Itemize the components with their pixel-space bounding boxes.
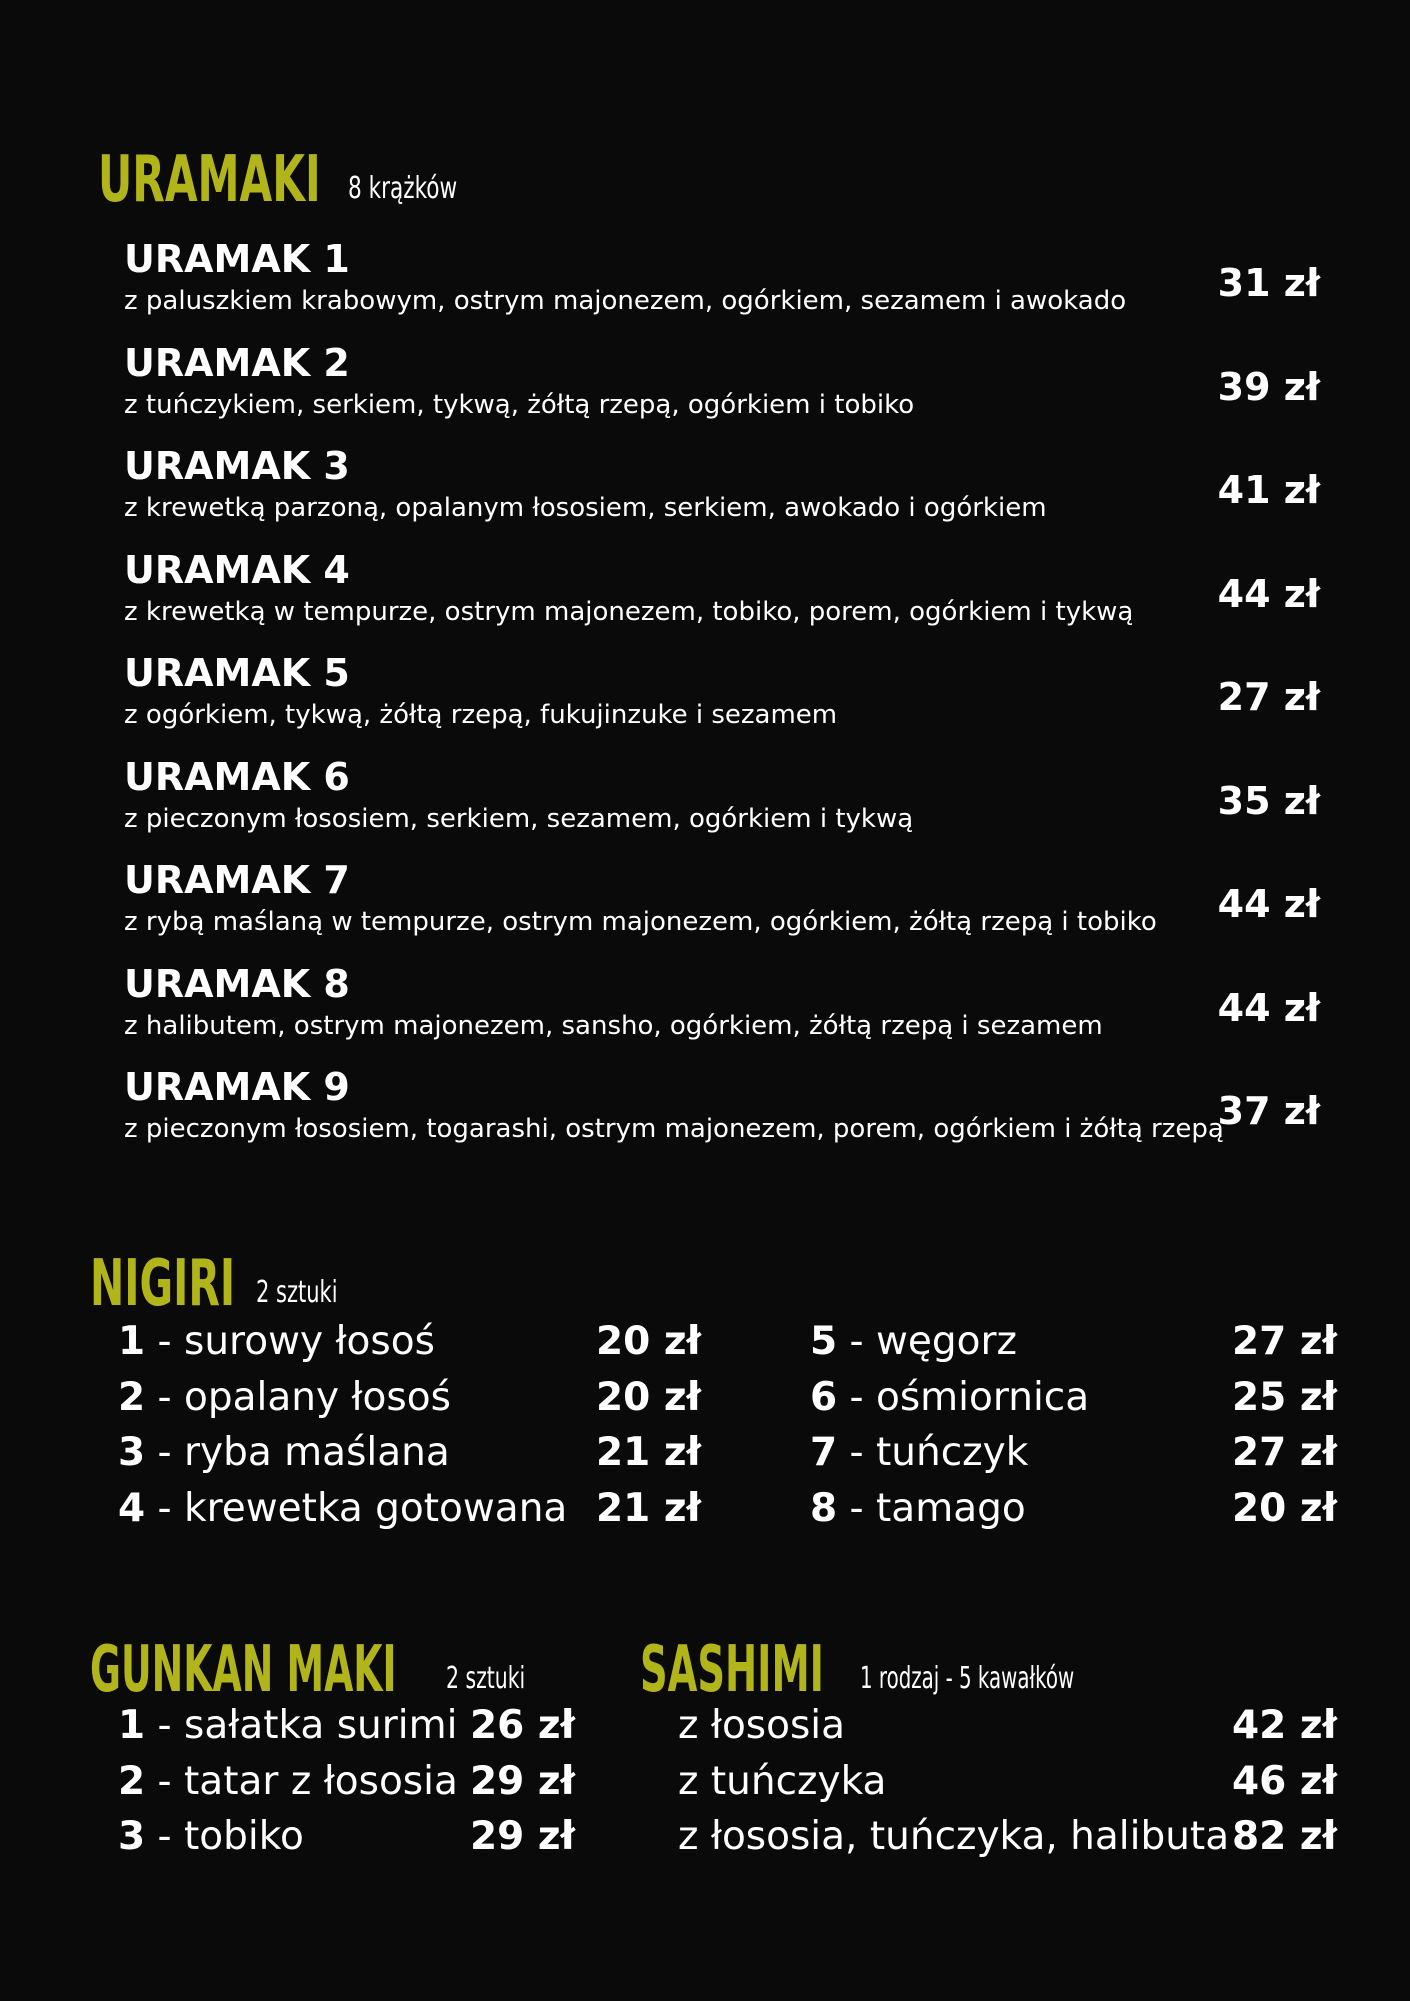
menu-item-uramak [124,444,1320,547]
item-name: - węgorz [837,1319,1018,1364]
item-price: 20 zł [1232,1485,1338,1531]
menu-item-nigiri [118,1374,451,1428]
item-price: 41 zł [1217,468,1320,512]
item-name: URAMAK 7 [124,858,350,902]
item-description: z pieczonym łososiem, togarashi, ostrym majonezem, porem, ogórkiem i żółtą rzepą [124,1114,1224,1144]
item-number: 3 [118,1430,146,1475]
menu-item-nigiri [118,1485,568,1539]
item-name: URAMAK 9 [124,1065,350,1109]
item-price: 35 zł [1217,778,1320,823]
uramaki-title: URAMAKI [98,143,321,217]
item-price: 31 zł [1217,261,1320,305]
item-name: URAMAK 5 [124,651,350,695]
item-price: 27 zł [1217,675,1320,719]
item-name: - ryba maślana [145,1430,450,1475]
menu-item-uramak [124,1065,1320,1168]
gunkan-title: GUNKAN MAKI [90,1633,397,1707]
menu-item-sashimi: z tuńczyka [678,1758,887,1804]
menu-item-gunkan [118,1703,458,1756]
item-description: z tuńczykiem, serkiem, tykwą, żółtą rzepą, ogórkiem i tobiko [124,389,915,420]
menu-item-uramak [124,340,1320,444]
item-price: 21 zł [596,1485,702,1531]
item-name: - krewetka gotowana [145,1485,568,1531]
item-number: 3 [118,1814,146,1859]
item-price: 44 zł [1217,985,1320,1030]
item-price: 29 zł [470,1758,576,1804]
menu-item-sashimi: z łososia [678,1703,846,1748]
menu-item-uramak [124,858,1320,961]
item-number: 1 [118,1703,146,1748]
menu-item-uramak [124,754,1320,858]
item-price: 26 zł [470,1703,576,1748]
menu-item-uramak [124,547,1320,651]
menu-item-uramak [124,237,1320,340]
item-name: - tuńczyk [837,1430,1029,1475]
menu-item-nigiri [810,1485,1026,1539]
item-price: 82 zł [1232,1814,1338,1859]
item-price: 42 zł [1232,1703,1338,1748]
item-name: URAMAK 2 [124,340,350,385]
item-price: 20 zł [596,1319,702,1364]
gunkan-subtitle: 2 sztuki [446,1661,526,1696]
menu-item-nigiri [810,1430,1029,1483]
item-number: 2 [118,1758,146,1804]
item-price: 37 zł [1217,1089,1320,1133]
item-name: - ośmiornica [837,1374,1090,1420]
menu-item-sashimi: z łososia, tuńczyka, halibuta [678,1814,1230,1859]
item-price: 44 zł [1217,571,1320,616]
uramaki-subtitle: 8 krążków [348,171,458,206]
item-price: 27 zł [1232,1319,1338,1364]
item-name: URAMAK 3 [124,444,350,488]
item-price: 20 zł [596,1374,702,1420]
menu-item-nigiri [810,1374,1090,1428]
item-name: URAMAK 6 [124,754,350,799]
item-price: 39 zł [1217,364,1320,409]
menu-item-nigiri [118,1319,435,1372]
item-description: z paluszkiem krabowym, ostrym majonezem, ogórkiem, sezamem i awokado [124,286,1127,316]
menu-item-nigiri [810,1319,1018,1372]
item-name: - opalany łosoś [145,1374,451,1420]
item-name: - tobiko [145,1814,304,1859]
menu-item-uramak [124,961,1320,1065]
item-number: 7 [810,1430,838,1475]
item-number: 4 [118,1485,146,1531]
item-number: 5 [810,1319,838,1364]
item-name: - tamago [837,1485,1026,1531]
nigiri-subtitle: 2 sztuki [256,1275,338,1310]
item-price: 29 zł [470,1814,576,1859]
item-description: z rybą maślaną w tempurze, ostrym majonezem, ogórkiem, żółtą rzepą i tobiko [124,907,1157,937]
item-description: z krewetką w tempurze, ostrym majonezem, tobiko, porem, ogórkiem i tykwą [124,596,1134,627]
menu-item-uramak [124,651,1320,754]
item-price: 25 zł [1232,1374,1338,1420]
item-number: 6 [810,1374,838,1420]
item-number: 2 [118,1374,146,1420]
item-number: 1 [118,1319,146,1364]
item-name: URAMAK 1 [124,237,350,281]
item-description: z pieczonym łososiem, serkiem, sezamem, ogórkiem i tykwą [124,803,914,834]
menu-item-nigiri [118,1430,450,1483]
sashimi-title: SASHIMI [640,1633,824,1707]
item-price: 21 zł [596,1430,702,1475]
item-name: URAMAK 8 [124,961,350,1006]
item-price: 46 zł [1232,1758,1338,1804]
menu-item-gunkan [118,1814,304,1867]
item-description: z krewetką parzoną, opalanym łososiem, serkiem, awokado i ogórkiem [124,493,1047,523]
item-price: 27 zł [1232,1430,1338,1475]
item-name: URAMAK 4 [124,547,350,592]
item-name: - surowy łosoś [145,1319,435,1364]
item-number: 8 [810,1485,838,1531]
item-name: - tatar z łososia [145,1758,458,1804]
menu-item-gunkan [118,1758,458,1812]
nigiri-title: NIGIRI [90,1247,236,1321]
item-name: - sałatka surimi [145,1703,458,1748]
item-description: z ogórkiem, tykwą, żółtą rzepą, fukujinzuke i sezamem [124,700,838,730]
sashimi-subtitle: 1 rodzaj - 5 kawałków [860,1661,1075,1696]
item-price: 44 zł [1217,882,1320,926]
item-description: z halibutem, ostrym majonezem, sansho, ogórkiem, żółtą rzepą i sezamem [124,1010,1103,1041]
